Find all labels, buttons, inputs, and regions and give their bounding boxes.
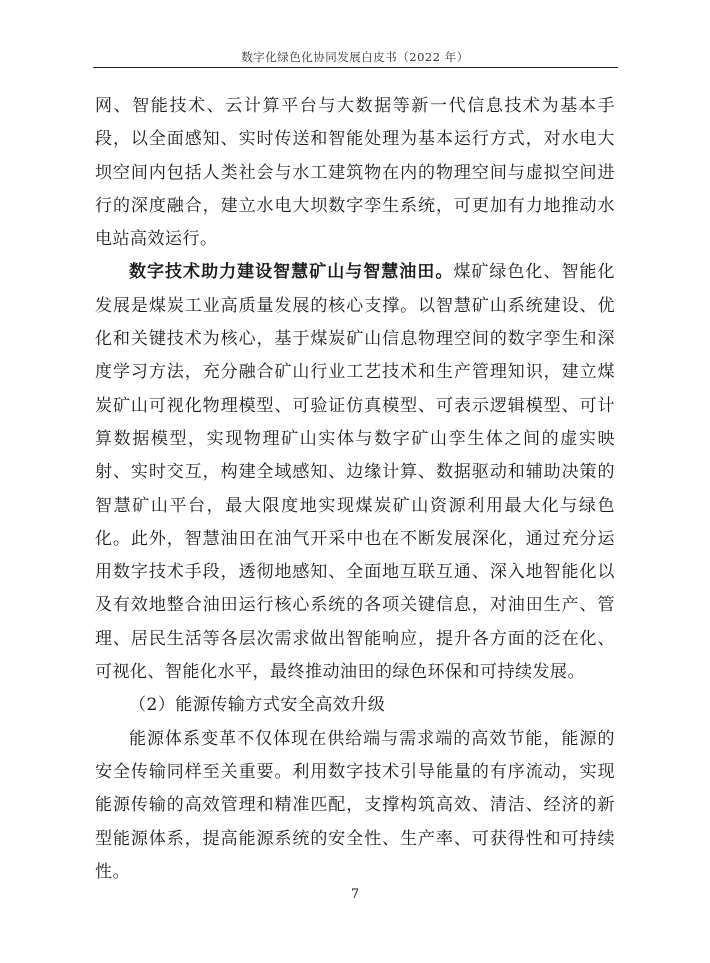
paragraph-smart-mine-oilfield bbox=[95, 256, 615, 689]
page-number: 7 bbox=[350, 887, 360, 902]
paragraph-lead-heading: 数字技术助力建设智慧矿山与智慧油田。 bbox=[129, 262, 454, 283]
paragraph-text: 网、智能技术、云计算平台与大数据等新一代信息技术为基本手段，以全面感知、实时传送和智能处理为基本运行方式，对水电大坝空间内包括人类社会与水工建筑物在内的物理空间与虚拟空间进行的深度融合，建立水电大坝数字孪生系统，可更加有力地推动水电站高效运行。 bbox=[95, 96, 615, 250]
section-subheading bbox=[95, 689, 615, 722]
paragraph-hydropower-continuation bbox=[95, 90, 615, 256]
body-text bbox=[95, 90, 615, 889]
paragraph-energy-transmission bbox=[95, 723, 615, 889]
subheading-text: （2）能源传输方式安全高效升级 bbox=[129, 695, 386, 716]
paragraph-text: 能源体系变革不仅体现在供给端与需求端的高效节能，能源的安全传输同样至关重要。利用数字技术引导能量的有序流动，实现能源传输的高效管理和精准匹配，支撑构筑高效、清洁、经济的新型能源体系，提高能源系统的安全性、生产率、可获得性和可持续性。 bbox=[95, 728, 615, 882]
header-rule bbox=[93, 67, 618, 68]
paragraph-text: 煤矿绿色化、智能化发展是煤炭工业高质量发展的核心支撑。以智慧矿山系统建设、优化和关键技术为核心，基于煤炭矿山信息物理空间的数字孪生和深度学习方法，充分融合矿山行业工艺技术和生产管理知识，建立煤炭矿山可视化物理模型、可验证仿真模型、可表示逻辑模型、可计算数据模型，实现物理矿山实体与数字矿山孪生体之间的虚实映射、实时交互，构建全域感知、边缘计算、数据驱动和辅助决策的智慧矿山平台，最大限度地实现煤炭矿山资源利用最大化与绿色化。此外，智慧油田在油气开采中也在不断发展深化，通过充分运用数字技术手段，透彻地感知、全面地互联互通、深入地智能化以及有效地整合油田运行核心系统的各项关键信息，对油田生产、管理、居民生活等各层次需求做出智能响应，提升各方面的泛在化、可视化、智能化水平，最终推动油田的绿色环保和可持续发展。 bbox=[95, 262, 616, 683]
running-header-title: 数字化绿色化协同发展白皮书（2022 年） bbox=[241, 50, 469, 64]
